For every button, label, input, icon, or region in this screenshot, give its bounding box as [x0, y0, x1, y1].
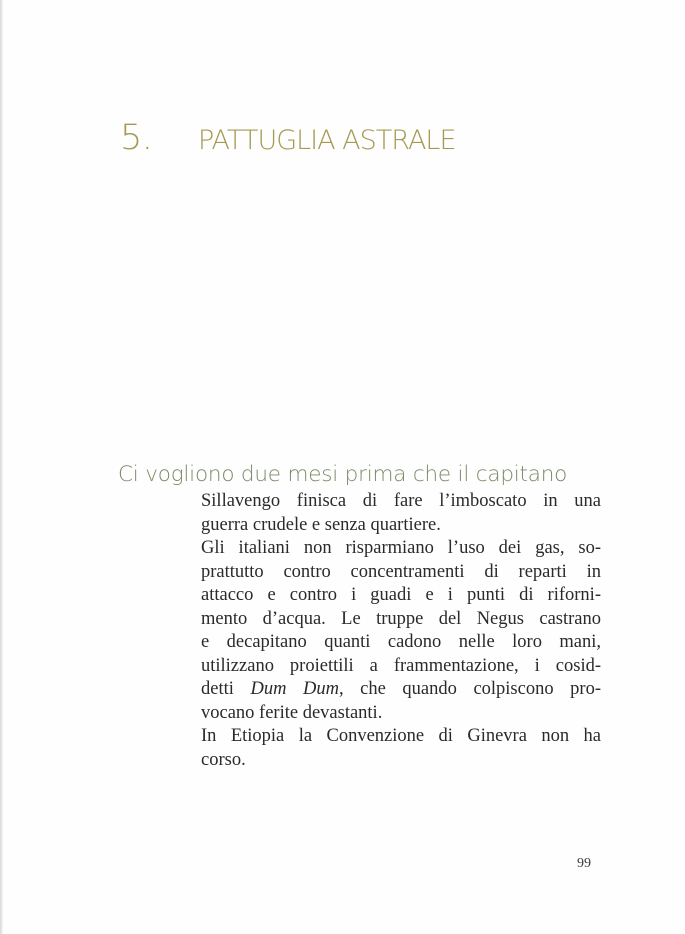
page-binding-edge [0, 0, 3, 934]
italic-term: Dum Dum [250, 679, 339, 699]
text-line: guerra crudele e senza quartiere. [201, 514, 441, 535]
text-line: utilizzano proiettili a frammentazione, i cosid- [201, 655, 601, 676]
text-line: In Etiopia la Convenzione di Ginevra non ha [201, 726, 601, 746]
text-line: corso. [201, 749, 246, 770]
text-line: Gli italiani non risparmiano l’uso dei gas, so- [201, 538, 601, 558]
page-number: 99 [577, 856, 591, 871]
body-text [201, 490, 601, 772]
text-line: prattutto contro concentramenti di reparti in [201, 561, 601, 582]
chapter-number: 5. [120, 118, 153, 158]
text-line: detti Dum Dum, che quando colpiscono pro- [201, 679, 601, 699]
text-line: attacco e contro i guadi e i punti di riforni- [201, 585, 601, 605]
text-line: vocano ferite devastanti. [201, 702, 383, 723]
chapter-lead-line: Ci vogliono due mesi prima che il capitano [118, 462, 568, 487]
chapter-title: PATTUGLIA ASTRALE [198, 125, 456, 156]
chapter-heading [120, 118, 456, 158]
text-line: mento d’acqua. Le truppe del Negus castrano [201, 608, 601, 629]
text-line: Sillavengo finisca di fare l’imboscato in una [201, 491, 601, 511]
text-line: e decapitano quanti cadono nelle loro mani, [201, 632, 601, 652]
